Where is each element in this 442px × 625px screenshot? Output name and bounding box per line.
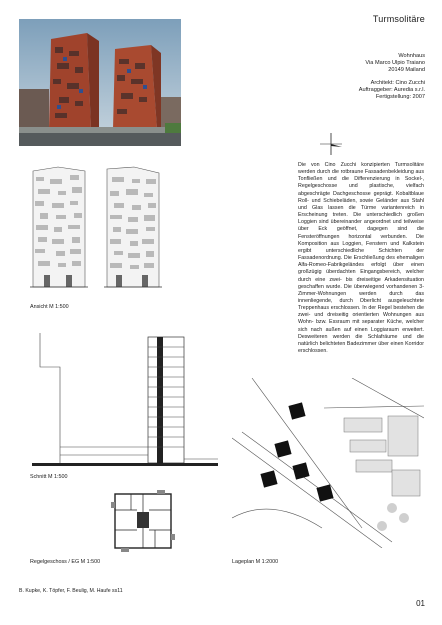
elevation-drawing-left <box>30 165 88 290</box>
address-line: 20149 Mailand <box>388 67 425 73</box>
building-photo <box>19 19 181 146</box>
site-plan-drawing <box>232 378 424 548</box>
authors-footer: B. Kupke, K. Töpfer, F. Beulig, M. Haufe ss11 <box>19 588 123 594</box>
caption-floor-plan: Regelgeschoss / EG M 1:500 <box>30 559 101 565</box>
floor-plan-drawing <box>111 490 175 552</box>
credits-line: Auftraggeber: Auredia s.r.l. <box>358 87 425 93</box>
address-line: Wohnhaus <box>398 53 425 59</box>
caption-site-plan: Lageplan M 1:2000 <box>232 559 279 565</box>
page-title: Turmsolitäre <box>372 14 425 24</box>
photo-illustration <box>19 19 181 146</box>
address-line: Via Marco Ulpio Traiano <box>365 60 425 66</box>
project-description: Die von Cino Zucchi konzipierten Turmsolitäre werden durch die rotbraune Fassadenbekleidung aus Tonfließen und die Differenzierung in Sockel-, Regelgeschosse und plastische, vielfach abgeschrägte Dachgeschosse geprägt. Kobaltblaue Roll- und Schiebeläden, sowie Geländer aus Stahl und Glas lassen die Türme variantenreich in Erscheinung treten. Die unterschiedlich großen Loggien sind übereinander angeordnet und teilweise über Eck geöffnet, dagegen sind die Fensteröffnungen horizontal verbunden. Die Komposition aus Loggien, Fenstern und Kalkstein ergibt unterschiedliche Schichten der Fassadenordnung. Die Erschließung des ehemaligen Alfa-Romeo-Fabrikgeländes erfolgt über einen großzügig überdachten Eingangsbereich, welcher durch eine zwei- bis dreiseitige Arkadensituation geschaffen wurde. Die überwiegend vorhandenen 3-Zimmer-Wohnungen werden durch das innenliegende, durch Oberlicht ausgeleuchtete Treppenhaus erschlossen. In der Regel bestehen die zwei- und dreiseitig orientierten Wohnungen aus Wohn- bzw. Essraum mit separater Küche, welcher sich nach außen auf einen Loggiaraum erweitert. Desweiteren werden die Schlafräume und die natürlich belichteten Badezimmer über einen Korridor erschlossen. <box>298 162 424 355</box>
north-arrow-icon <box>318 131 344 157</box>
caption-elevation: Ansicht M 1:500 <box>30 304 69 310</box>
credits-line: Architekt: Cino Zucchi <box>370 80 425 86</box>
project-credits <box>359 80 425 101</box>
section-drawing <box>30 327 220 477</box>
credits-line: Fertigstellung: 2007 <box>375 94 425 100</box>
caption-section: Schnitt M 1:500 <box>30 474 68 480</box>
project-address <box>365 53 425 74</box>
elevation-drawing-right <box>104 165 162 290</box>
page-number: 01 <box>416 599 425 608</box>
